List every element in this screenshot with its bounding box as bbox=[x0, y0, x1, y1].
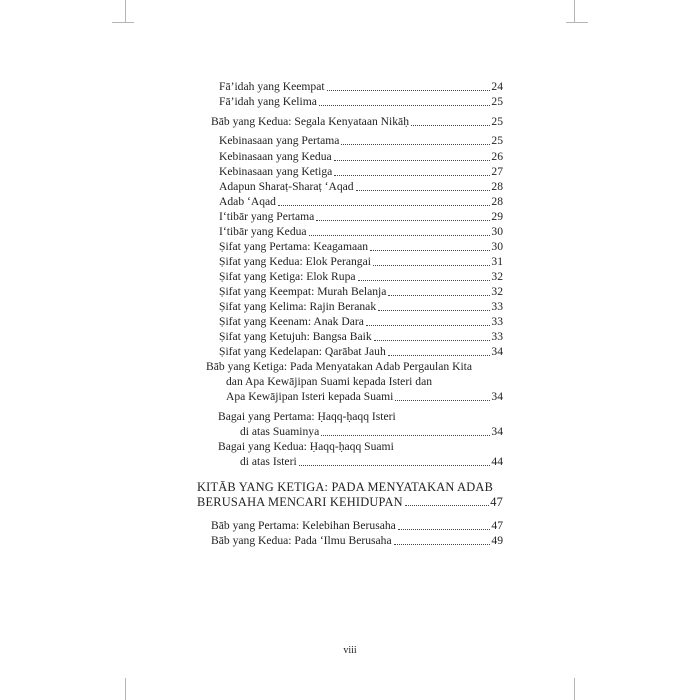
toc-entry-title: Fā’idah yang Keempat bbox=[219, 80, 325, 93]
toc-entry bbox=[219, 270, 503, 284]
toc-entry bbox=[219, 195, 503, 209]
toc-entry-title: Bāb yang Kedua: Pada ‘Ilmu Berusaha bbox=[211, 534, 392, 547]
toc-entry-page: 34 bbox=[491, 345, 503, 358]
toc-entry bbox=[226, 390, 503, 404]
page-number: viii bbox=[343, 645, 357, 656]
toc-entry-page: 33 bbox=[491, 315, 503, 328]
toc-entry-page: 47 bbox=[490, 495, 503, 509]
leader-dots bbox=[327, 80, 491, 91]
toc-entry-title: Ṣifat yang Keenam: Anak Dara bbox=[219, 315, 364, 328]
leader-dots bbox=[395, 390, 490, 401]
leader-dots bbox=[388, 345, 491, 356]
toc-entry bbox=[240, 455, 503, 469]
toc-entry-title: Bāb yang Kedua: Segala Kenyataan Nikāḥ bbox=[211, 115, 409, 128]
toc-entry-page: 32 bbox=[491, 270, 503, 283]
leader-dots bbox=[388, 285, 490, 296]
toc-entry bbox=[219, 165, 503, 179]
leader-dots bbox=[373, 255, 490, 266]
toc-entry-title: Kebinasaan yang Ketiga bbox=[219, 165, 333, 178]
toc-entry-title: Adab ‘Aqad bbox=[219, 195, 276, 208]
toc-entry bbox=[211, 519, 503, 533]
toc-entry-title: Fā’idah yang Kelima bbox=[219, 95, 317, 108]
toc-entry bbox=[219, 315, 503, 329]
toc-entry-title: Apa Kewājipan Isteri kepada Suami bbox=[226, 390, 394, 403]
toc-entry bbox=[219, 255, 503, 269]
toc-entry-title: Kebinasaan yang Pertama bbox=[219, 134, 340, 147]
toc-entry-title: di atas Suaminya bbox=[240, 425, 320, 438]
leader-dots bbox=[405, 495, 489, 506]
toc-entry bbox=[197, 495, 503, 509]
toc-entry bbox=[219, 225, 503, 239]
toc-entry-page: 25 bbox=[491, 134, 503, 147]
leader-dots bbox=[358, 270, 491, 281]
toc-entry bbox=[219, 285, 503, 299]
toc-entry-page: 33 bbox=[491, 330, 503, 343]
leader-dots bbox=[378, 300, 490, 311]
toc-entry-page: 33 bbox=[491, 300, 503, 313]
toc-entry-page: 34 bbox=[491, 425, 503, 438]
toc-entry-page: 25 bbox=[491, 95, 503, 108]
toc-entry-page: 32 bbox=[491, 285, 503, 298]
leader-dots bbox=[334, 150, 491, 161]
toc-entry-page: 25 bbox=[491, 115, 503, 128]
toc-entry-line: Bāb yang Ketiga: Pada Menyatakan Adab Pergaulan Kita bbox=[206, 360, 473, 373]
toc-entry bbox=[219, 134, 503, 148]
leader-dots bbox=[341, 134, 490, 145]
toc-entry bbox=[240, 425, 503, 439]
toc-entry-title: Ṣifat yang Pertama: Keagamaan bbox=[219, 240, 369, 253]
toc-entry-title: Ṣifat yang Kelima: Rajin Beranak bbox=[219, 300, 377, 313]
toc-entry-title: Ṣifat yang Kedua: Elok Perangai bbox=[219, 255, 371, 268]
toc-entry-title: Kebinasaan yang Kedua bbox=[219, 150, 332, 163]
toc-entry bbox=[219, 180, 503, 194]
toc-entry-page: 30 bbox=[491, 225, 503, 238]
toc-entry-title: Bāb yang Pertama: Kelebihan Berusaha bbox=[211, 519, 396, 532]
toc-entry-title: BERUSAHA MENCARI KEHIDUPAN bbox=[197, 495, 403, 509]
leader-dots bbox=[319, 95, 491, 106]
toc-part-heading: KITĀB YANG KETIGA: PADA MENYATAKAN ADAB bbox=[197, 480, 494, 494]
toc-entry-title: Adapun Sharaṭ-Sharaṭ ‘Aqad bbox=[219, 180, 354, 193]
toc-entry-page: 29 bbox=[491, 210, 503, 223]
leader-dots bbox=[411, 115, 490, 126]
toc-entry bbox=[211, 534, 503, 548]
leader-dots bbox=[309, 225, 491, 236]
toc-entry-line: Bagai yang Kedua: Ḥaqq-ḥaqq Suami bbox=[218, 440, 394, 453]
toc-entry-page: 34 bbox=[491, 390, 503, 403]
toc-entry bbox=[219, 300, 503, 314]
toc-entry-page: 31 bbox=[491, 255, 503, 268]
toc-entry-title: I‘tibār yang Pertama bbox=[219, 210, 315, 223]
toc-entry bbox=[219, 330, 503, 344]
leader-dots bbox=[334, 165, 490, 176]
leader-dots bbox=[394, 534, 491, 545]
toc-entry bbox=[219, 95, 503, 109]
leader-dots bbox=[356, 180, 491, 191]
toc-entry-title: Ṣifat yang Keempat: Murah Belanja bbox=[219, 285, 387, 298]
toc-entry-page: 49 bbox=[491, 534, 503, 547]
toc-entry-title: Ṣifat yang Ketujuh: Bangsa Baik bbox=[219, 330, 372, 343]
toc-entry bbox=[219, 150, 503, 164]
toc-entry-title: di atas Isteri bbox=[240, 455, 297, 468]
toc-entry-page: 26 bbox=[491, 150, 503, 163]
toc-entry-page: 30 bbox=[491, 240, 503, 253]
toc-entry-page: 44 bbox=[491, 455, 503, 468]
leader-dots bbox=[316, 210, 490, 221]
toc-entry-title: Ṣifat yang Ketiga: Elok Rupa bbox=[219, 270, 356, 283]
toc-entry-title: Ṣifat yang Kedelapan: Qarābat Jauh bbox=[219, 345, 386, 358]
toc-entry-page: 47 bbox=[491, 519, 503, 532]
toc-entry-page: 28 bbox=[491, 195, 503, 208]
toc-entry bbox=[219, 210, 503, 224]
toc-entry bbox=[219, 240, 503, 254]
toc-entry-page: 28 bbox=[491, 180, 503, 193]
toc-entry-page: 27 bbox=[491, 165, 503, 178]
toc-entry-line: dan Apa Kewājipan Suami kepada Isteri dan bbox=[226, 375, 433, 388]
toc-entry bbox=[219, 345, 503, 359]
toc-entry-line: Bagai yang Pertama: Ḥaqq-ḥaqq Isteri bbox=[218, 410, 396, 423]
toc-entry-title: I‘tibār yang Kedua bbox=[219, 225, 307, 238]
leader-dots bbox=[278, 195, 490, 206]
toc-entry-page: 24 bbox=[491, 80, 503, 93]
leader-dots bbox=[398, 519, 491, 530]
toc-entry bbox=[219, 80, 503, 94]
leader-dots bbox=[299, 455, 491, 466]
toc-entry bbox=[211, 115, 503, 129]
leader-dots bbox=[366, 315, 491, 326]
leader-dots bbox=[321, 425, 490, 436]
leader-dots bbox=[370, 240, 490, 251]
leader-dots bbox=[374, 330, 491, 341]
